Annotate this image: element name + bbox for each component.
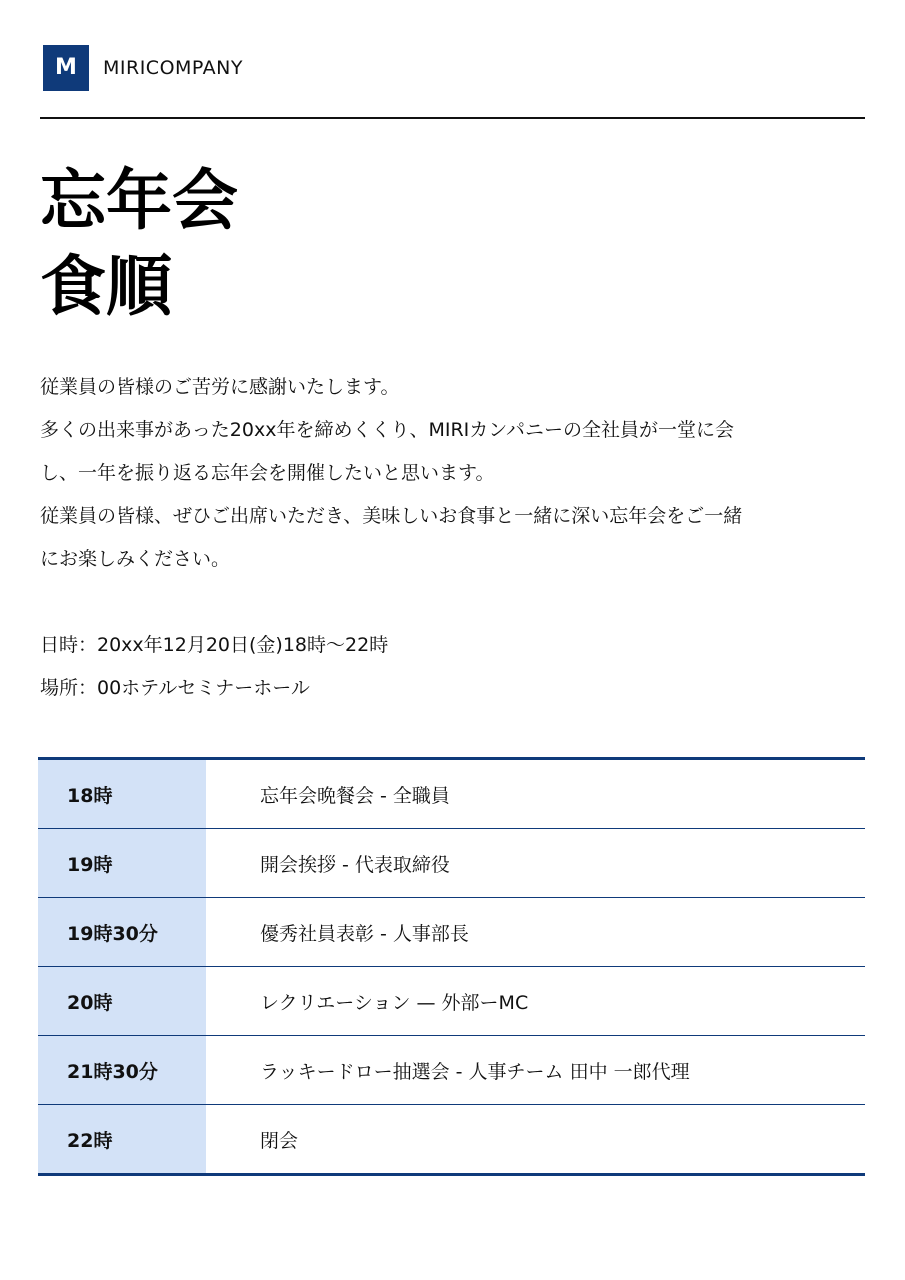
table-row (38, 898, 865, 967)
title-line-2: 食順 (40, 248, 172, 325)
schedule-time: 21時30分 (38, 1036, 206, 1105)
event-place: 場所：00ホテルセミナーホール (40, 677, 310, 699)
schedule-event: レクリエーション — 外部ーMC (206, 967, 865, 1036)
table-row (38, 1036, 865, 1105)
table-row (38, 829, 865, 898)
company-logo: M (43, 45, 89, 91)
company-name: MIRICOMPANY (103, 56, 243, 79)
intro-line: し、一年を振り返る忘年会を開催したいと思います。 (40, 462, 495, 484)
title-line-1: 忘年会 (40, 162, 238, 239)
schedule-time: 19時30分 (38, 898, 206, 967)
schedule-time: 22時 (38, 1105, 206, 1175)
schedule-event: 開会挨拶 - 代表取締役 (206, 829, 865, 898)
header (43, 44, 243, 91)
schedule-event: 閉会 (260, 1129, 299, 1152)
intro-line: にお楽しみください。 (40, 548, 231, 570)
schedule-table (38, 757, 865, 1176)
schedule-time: 19時 (38, 829, 206, 898)
schedule-time: 20時 (38, 967, 206, 1036)
table-row (38, 967, 865, 1036)
intro-text (40, 366, 865, 581)
intro-line: 従業員の皆様のご苦労に感謝いたします。 (40, 376, 400, 398)
header-divider (40, 117, 865, 119)
event-datetime: 日時：20xx年12月20日(金)18時〜22時 (40, 634, 389, 656)
schedule-time: 18時 (38, 759, 206, 829)
intro-line: 多くの出来事があった20xx年を締めくくり、MIRIカンパニーの全社員が一堂に会 (40, 419, 734, 441)
schedule-event: ラッキードロー抽選会 - 人事チーム 田中 一郎代理 (206, 1036, 865, 1105)
intro-line: 従業員の皆様、ぜひご出席いただき、美味しいお食事と一緒に深い忘年会をご一緒 (40, 505, 743, 527)
table-row (38, 759, 865, 829)
schedule-event: 優秀社員表彰 - 人事部長 (206, 898, 865, 967)
table-row (38, 1105, 865, 1175)
schedule-event: 忘年会晩餐会 - 全職員 (206, 759, 865, 829)
event-details (40, 624, 865, 710)
page-title (40, 158, 238, 330)
